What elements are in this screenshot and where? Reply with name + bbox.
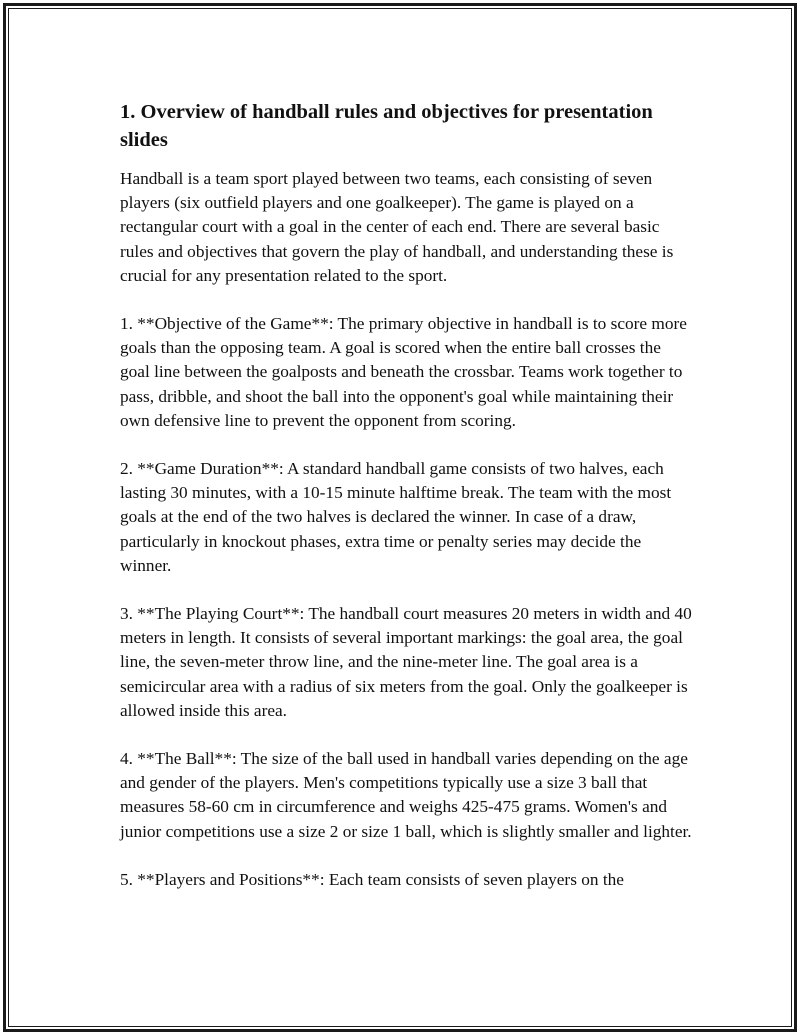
intro-paragraph: Handball is a team sport played between two teams, each consisting of seven players (six outfield players and one goalkeeper). The game is played on a rectangular court with a goal in the center of each end. There are several basic rules and objectives that govern the play of handball, and understanding these is crucial for any presentation related to the sport. bbox=[120, 169, 674, 285]
ball-paragraph: 4. **The Ball**: The size of the ball used in handball varies depending on the age and gender of the players. Men's competitions typically use a size 3 ball that measures 58-60 cm in circumference and weighs 425-475 grams. Women's and junior competitions use a size 2 or size 1 ball, which is slightly smaller and lighter. bbox=[120, 749, 692, 841]
game-duration-paragraph: 2. **Game Duration**: A standard handball game consists of two halves, each lasting 30 minutes, with a 10-15 minute halftime break. The team with the most goals at the end of the two halves is declared the winner. In case of a draw, particularly in knockout phases, extra time or penalty series may decide the winner. bbox=[120, 459, 672, 575]
objective-paragraph: 1. **Objective of the Game**: The primary objective in handball is to score more goals than the opposing team. A goal is scored when the entire ball crosses the goal line between the goalposts and beneath the crossbar. Teams work together to pass, dribble, and shoot the ball into the opponent's goal while maintaining their own defensive line to prevent the opponent from scoring. bbox=[120, 314, 687, 430]
page-frame bbox=[3, 3, 797, 1032]
players-positions-paragraph: 5. **Players and Positions**: Each team consists of seven players on the bbox=[120, 869, 624, 889]
document-body bbox=[120, 98, 692, 916]
document-title: 1. Overview of handball rules and objectives for presentation slides bbox=[120, 101, 653, 151]
playing-court-paragraph: 3. **The Playing Court**: The handball court measures 20 meters in width and 40 meters in length. It consists of several important markings: the goal area, the goal line, the seven-meter throw line, and the nine-meter line. The goal area is a semicircular area with a radius of six meters from the goal. Only the goalkeeper is allowed inside this area. bbox=[120, 604, 692, 720]
